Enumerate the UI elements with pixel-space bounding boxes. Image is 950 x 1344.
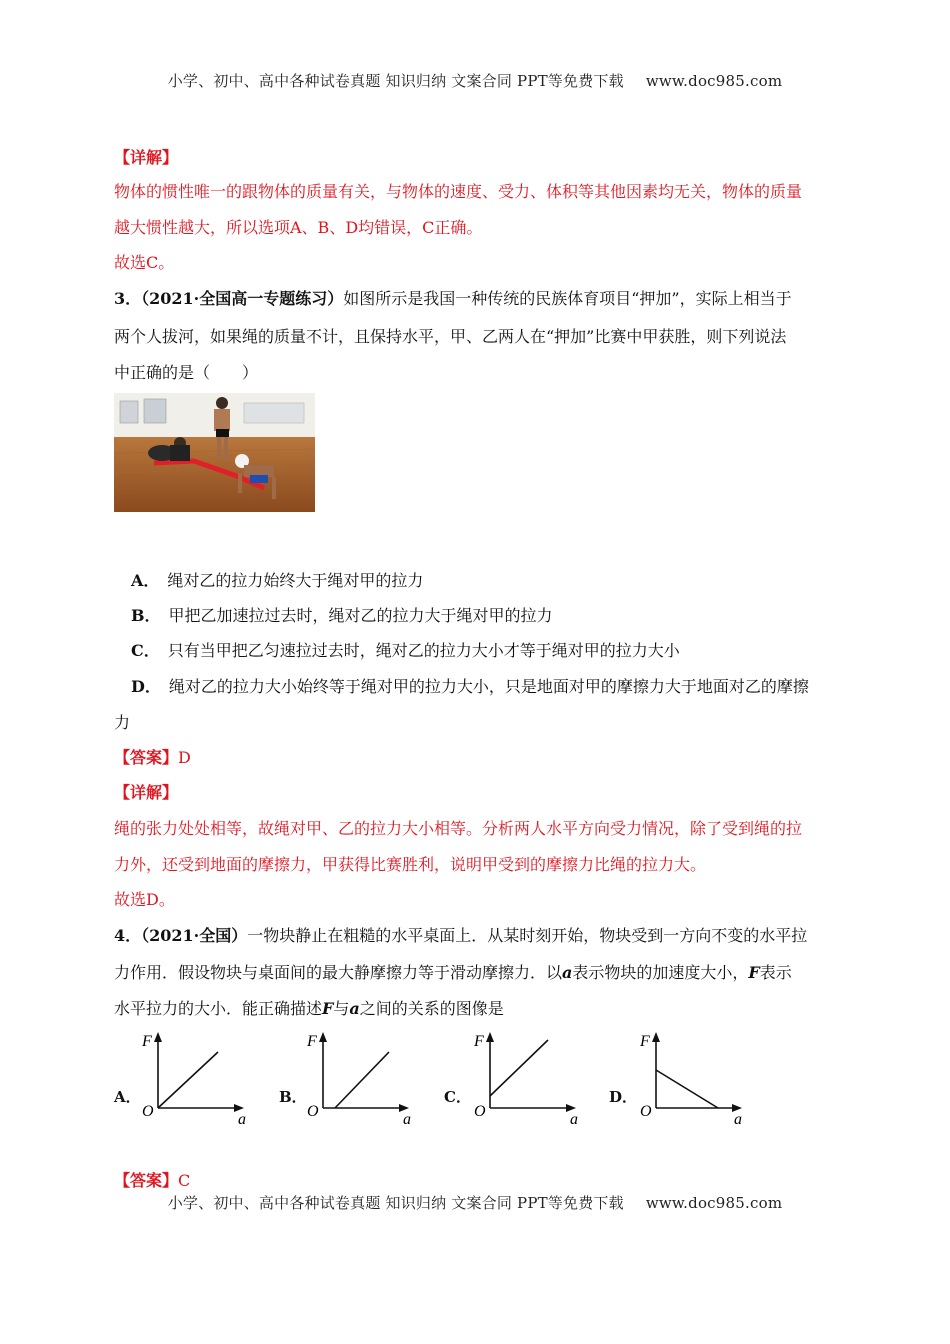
- graph-c-origin: O: [474, 1103, 486, 1120]
- q4-var-f: F: [748, 963, 760, 982]
- q4-stem-2a: 力作用．假设物块与桌面间的最大静摩擦力等于滑动摩擦力．以: [114, 963, 563, 982]
- q3-stem-line-2: 两个人拔河，如果绳的质量不计，且保持水平，甲、乙两人在“押加”比赛中甲获胜，则下列说法: [114, 327, 787, 346]
- graph-c-key: C．: [444, 1088, 471, 1106]
- graph-a-key: A．: [114, 1088, 141, 1106]
- graph-b-y-label: F: [307, 1033, 317, 1050]
- page-footer: [0, 1192, 950, 1213]
- q4-stem-line-2: [114, 963, 792, 983]
- q4-number: 4．: [114, 926, 142, 945]
- graph-d-key: D．: [609, 1088, 638, 1106]
- q4-answer-tag: 【答案】: [114, 1171, 179, 1190]
- graph-a-x-label: a: [238, 1111, 246, 1125]
- q3-option-b-key: B．: [131, 606, 161, 625]
- graph-d-y-label: F: [640, 1033, 650, 1050]
- graph-c: [472, 1030, 582, 1125]
- q3-option-d: [131, 677, 809, 697]
- q3-detail-tag: 【详解】: [114, 783, 179, 802]
- q3-stem-1: 如图所示是我国一种传统的民族体育项目“押加”，实际上相当于: [343, 289, 792, 308]
- q2-conclusion: 故选C。: [114, 253, 175, 272]
- page-header: [0, 70, 950, 91]
- q3-detail-line-1: 绳的张力处处相等，故绳对甲、乙的拉力大小相等。分析两人水平方向受力情况，除了受到绳的拉: [114, 819, 803, 838]
- q4-stem-2b: 表示物块的加速度大小，: [572, 963, 749, 982]
- q4-stem-3a: 水平拉力的大小．能正确描述: [114, 999, 323, 1018]
- q3-option-c: [131, 641, 680, 661]
- q3-option-c-key: C．: [131, 641, 160, 660]
- q4-source: （2021·全国）: [141, 926, 248, 945]
- graph-d-x-label: a: [734, 1111, 742, 1125]
- q3-answer-tag: 【答案】: [114, 748, 179, 767]
- graph-b-key: B．: [279, 1088, 307, 1106]
- footer-url: www.doc985.com: [645, 1194, 783, 1212]
- graph-b-x-label: a: [403, 1111, 411, 1125]
- tug-of-war-photo: [114, 393, 315, 512]
- header-url: www.doc985.com: [645, 72, 783, 90]
- q3-option-c-text: 只有当甲把乙匀速拉过去时，绳对乙的拉力大小才等于绳对甲的拉力大小: [167, 641, 680, 660]
- q2-detail-tag: 【详解】: [114, 148, 179, 167]
- q3-detail-line-2: 力外，还受到地面的摩擦力，甲获得比赛胜利，说明甲受到的摩擦力比绳的拉力大。: [114, 855, 707, 874]
- footer-text: 小学、初中、高中各种试卷真题 知识归纳 文案合同 PPT等免费下载: [167, 1194, 624, 1212]
- q3-option-a: [131, 571, 423, 591]
- q4-stem-line-1: [114, 926, 807, 946]
- q3-conclusion: 故选D。: [114, 890, 175, 909]
- header-text: 小学、初中、高中各种试卷真题 知识归纳 文案合同 PPT等免费下载: [167, 72, 624, 90]
- q3-option-d-key: D．: [131, 677, 161, 696]
- graph-d-origin: O: [640, 1103, 652, 1120]
- q4-stem-1: 一物块静止在粗糙的水平桌面上．从某时刻开始，物块受到一方向不变的水平拉: [247, 926, 808, 945]
- graph-a-y-label: F: [142, 1033, 152, 1050]
- q3-option-a-key: A．: [131, 571, 160, 590]
- q3-option-d-wrap: 力: [114, 713, 131, 732]
- q2-detail-line-2: 越大惯性越大，所以选项A、B、D均错误，C正确。: [114, 218, 483, 237]
- q2-detail-line-1: 物体的惯性唯一的跟物体的质量有关，与物体的速度、受力、体积等其他因素均无关，物体的质量: [114, 182, 803, 201]
- graph-b: [305, 1030, 415, 1125]
- q3-answer: [114, 748, 191, 768]
- q4-stem-3c: 之间的关系的图像是: [359, 999, 504, 1018]
- q3-option-b: [131, 606, 553, 626]
- graph-c-y-label: F: [474, 1033, 484, 1050]
- q3-option-a-text: 绳对乙的拉力始终大于绳对甲的拉力: [167, 571, 424, 590]
- q4-answer-value: C: [178, 1171, 191, 1190]
- q3-option-d-text: 绳对乙的拉力大小始终等于绳对甲的拉力大小，只是地面对甲的摩擦力大于地面对乙的摩擦: [168, 677, 809, 696]
- q4-stem-3b: 与: [333, 999, 350, 1018]
- graph-b-origin: O: [307, 1103, 319, 1120]
- q4-stem-line-3: [114, 999, 504, 1019]
- q3-number: 3．: [114, 289, 142, 308]
- q3-source: （2021·全国高一专题练习）: [141, 289, 344, 308]
- graph-a: [140, 1030, 250, 1125]
- graph-c-x-label: a: [570, 1111, 578, 1125]
- graph-d: [638, 1030, 748, 1125]
- q4-answer: [114, 1171, 190, 1191]
- q4-var-f2: F: [322, 999, 334, 1018]
- q3-answer-value: D: [178, 748, 191, 767]
- q4-var-a2: a: [349, 999, 360, 1018]
- q4-var-a: a: [562, 963, 573, 982]
- graph-a-origin: O: [142, 1103, 154, 1120]
- q3-stem-line-1: [114, 289, 792, 309]
- q3-stem-line-3: 中正确的是（ ）: [114, 363, 259, 382]
- q4-stem-2c: 表示: [759, 963, 792, 982]
- q3-option-b-text: 甲把乙加速拉过去时，绳对乙的拉力大于绳对甲的拉力: [168, 606, 553, 625]
